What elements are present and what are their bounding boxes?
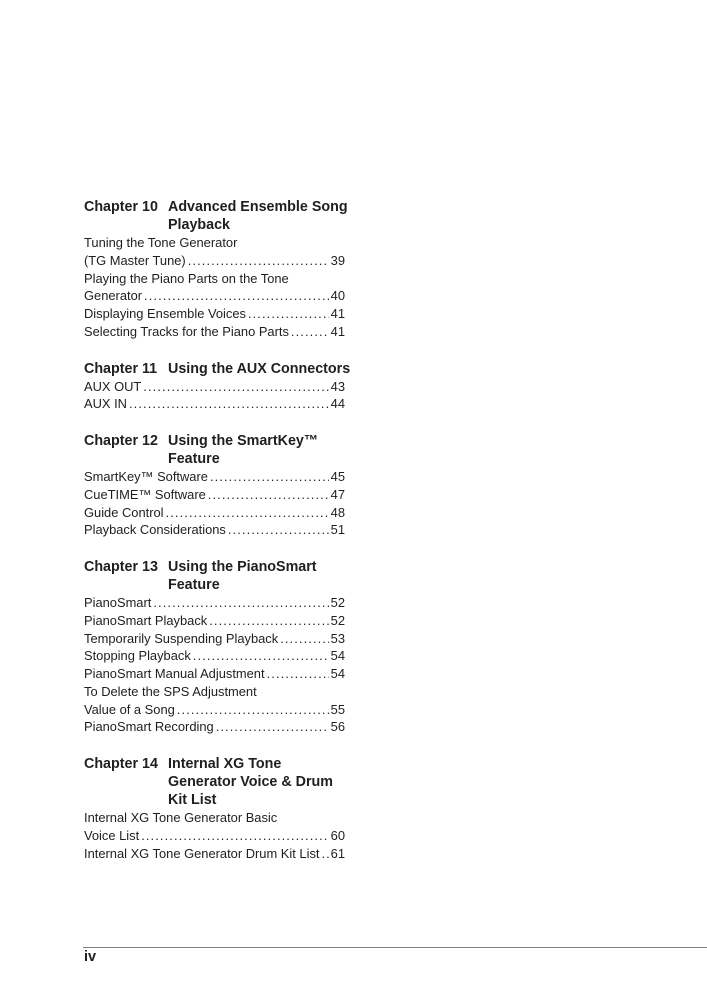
toc-entry (84, 504, 345, 522)
chapter-entries (84, 378, 345, 414)
toc-entry-page: 47 (330, 486, 345, 502)
toc-entry-text: To Delete the SPS Adjustment (84, 683, 257, 699)
chapter-number-label: Chapter 10 (84, 199, 158, 215)
chapter-title (168, 198, 348, 234)
dot-leader (267, 665, 329, 683)
toc-entry-text: PianoSmart Recording (84, 719, 214, 735)
chapter-title-line: Kit List (168, 792, 217, 808)
dot-leader (193, 647, 329, 665)
chapter-title-line: Advanced Ensemble Song (168, 199, 348, 215)
toc-entry-page: 48 (330, 504, 345, 520)
dot-leader (291, 323, 329, 341)
chapter-title (168, 432, 345, 468)
dot-leader (166, 504, 329, 522)
dot-leader (177, 701, 329, 719)
toc-entry-page: 44 (330, 396, 345, 412)
toc-entry (84, 252, 345, 270)
toc-entry (84, 845, 345, 863)
page-footer (83, 947, 707, 966)
chapter-section-12 (84, 432, 345, 539)
chapter-title (168, 360, 351, 378)
toc-entry-text: PianoSmart (84, 595, 152, 610)
toc-entry (84, 270, 345, 288)
chapter-title (168, 558, 345, 594)
dot-leader (129, 395, 329, 413)
toc-entry-page: 55 (330, 701, 345, 717)
chapter-entries (84, 234, 345, 341)
toc-entry-page: 45 (330, 469, 345, 484)
dot-leader (228, 521, 329, 539)
dot-leader (208, 486, 329, 504)
toc-entry-text: Displaying Ensemble Voices (84, 306, 246, 321)
chapter-heading (84, 198, 348, 234)
chapter-number-label: Chapter 14 (84, 756, 158, 772)
toc-entry-page: 43 (330, 378, 345, 394)
toc-entry-page: 40 (330, 288, 345, 304)
toc-entry (84, 395, 345, 413)
toc-entry-text: CueTIME™ Software (84, 486, 206, 502)
chapter-title-line: Feature (168, 577, 220, 593)
toc-entry-page: 51 (330, 522, 345, 538)
toc-entry-text: Playback Considerations (84, 522, 226, 538)
toc-entry-page: 53 (330, 630, 345, 646)
toc-entry-page: 61 (330, 845, 345, 861)
chapter-heading (84, 360, 351, 378)
toc-entry (84, 287, 345, 305)
toc-entry (84, 234, 345, 252)
dot-leader (216, 718, 329, 736)
chapter-heading (84, 432, 345, 468)
toc-entry (84, 701, 345, 719)
chapter-section-10 (84, 198, 348, 341)
toc-entry-text: Voice List (84, 827, 140, 843)
toc-entry-text: SmartKey™ Software (84, 469, 208, 484)
toc-entry-text: Stopping Playback (84, 648, 191, 664)
toc-entry (84, 521, 345, 539)
toc-entry-text: (TG Master Tune) (84, 252, 186, 268)
dot-leader (153, 594, 328, 612)
toc-entry-page: 54 (330, 648, 345, 664)
page-number-label: iv (84, 949, 97, 965)
toc-entry (84, 486, 345, 504)
chapter-entries (84, 809, 345, 862)
toc-entry (84, 647, 345, 665)
toc-entry-text: AUX IN (84, 396, 127, 412)
dot-leader (209, 612, 328, 630)
dot-leader (144, 287, 329, 305)
dot-leader (141, 827, 328, 845)
toc-entry-page: 56 (330, 719, 345, 735)
chapter-title-line: Using the PianoSmart (168, 559, 317, 575)
dot-leader (188, 252, 329, 270)
toc-entry (84, 378, 345, 396)
toc-entry (84, 305, 345, 323)
toc-entry-text: Generator (84, 288, 143, 304)
chapter-number-label: Chapter 11 (84, 360, 158, 377)
toc-entry (84, 718, 345, 736)
toc-entry-text: Internal XG Tone Generator Basic (84, 810, 278, 825)
dot-leader (321, 845, 328, 863)
toc-entry-text: Tuning the Tone Generator (84, 235, 238, 250)
toc-entry (84, 323, 345, 341)
toc-entry (84, 612, 345, 630)
toc-entry-page: 41 (330, 323, 345, 339)
toc-entry (84, 665, 345, 683)
toc-entry-page: 52 (330, 595, 345, 610)
toc-entry (84, 594, 345, 612)
toc-entry (84, 683, 345, 701)
chapter-heading (84, 558, 345, 594)
chapter-entries (84, 594, 345, 736)
dot-leader (248, 305, 329, 323)
toc-entry-page: 41 (330, 306, 345, 321)
dot-leader (280, 630, 328, 648)
chapter-entries (84, 468, 345, 539)
chapter-title-line: Playback (168, 217, 230, 233)
chapter-title-line: Using the AUX Connectors (168, 360, 351, 377)
toc-entry-page: 60 (330, 827, 345, 843)
chapter-title (168, 755, 345, 809)
toc-content (84, 198, 351, 881)
toc-entry-page: 39 (330, 252, 345, 268)
toc-entry-text: Temporarily Suspending Playback (84, 630, 279, 646)
toc-entry-text: AUX OUT (84, 378, 142, 394)
toc-entry-page: 52 (330, 612, 345, 628)
dot-leader (210, 468, 329, 486)
toc-entry-text: Guide Control (84, 504, 164, 520)
chapter-title-line: Feature (168, 451, 220, 467)
chapter-section-11 (84, 360, 351, 414)
toc-entry-text: Playing the Piano Parts on the Tone (84, 270, 289, 286)
toc-entry-text: Value of a Song (84, 701, 175, 717)
chapter-title-line: Using the SmartKey™ (168, 433, 319, 449)
chapter-title-line: Generator Voice & Drum (168, 774, 333, 790)
toc-entry (84, 630, 345, 648)
chapter-title-line: Internal XG Tone (168, 756, 282, 772)
toc-entry-page: 54 (330, 666, 345, 681)
chapter-heading (84, 755, 345, 809)
toc-entry (84, 827, 345, 845)
chapter-number-label: Chapter 13 (84, 559, 158, 575)
toc-entry (84, 809, 345, 827)
toc-entry-text: PianoSmart Manual Adjustment (84, 666, 265, 681)
toc-entry-text: PianoSmart Playback (84, 612, 208, 628)
toc-entry (84, 468, 345, 486)
chapter-section-14 (84, 755, 345, 862)
toc-entry-text: Internal XG Tone Generator Drum Kit List (84, 845, 320, 861)
toc-entry-text: Selecting Tracks for the Piano Parts (84, 323, 289, 339)
dot-leader (143, 378, 328, 396)
chapter-number-label: Chapter 12 (84, 433, 158, 449)
chapter-section-13 (84, 558, 345, 736)
